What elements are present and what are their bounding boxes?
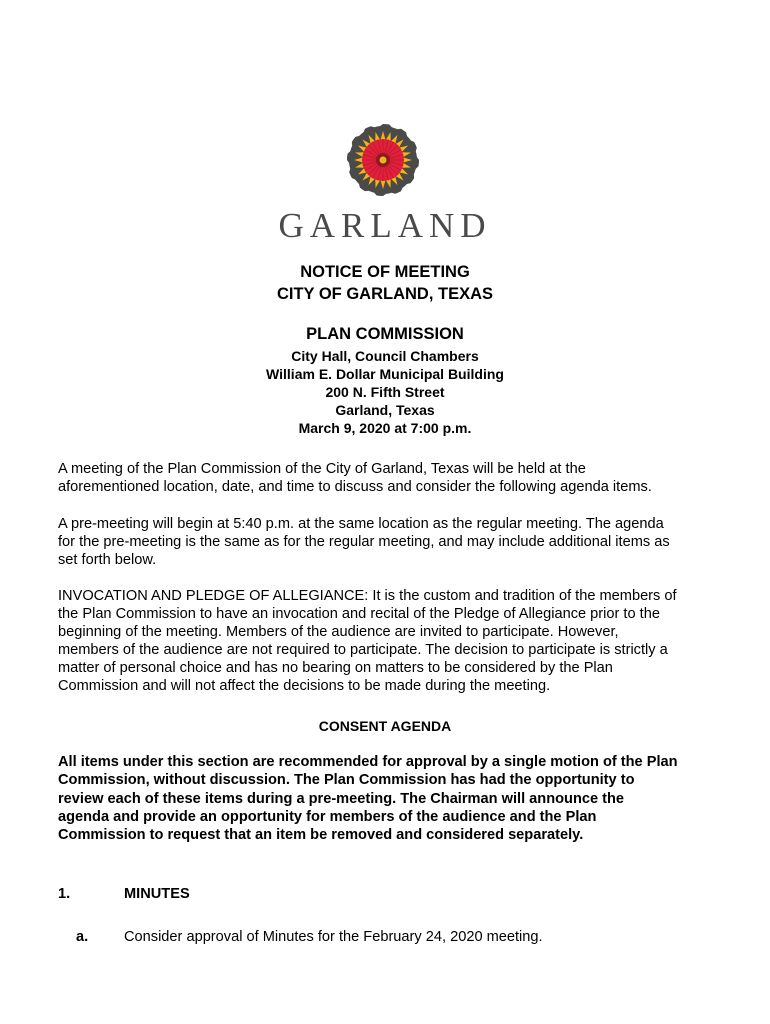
item-title: MINUTES [124, 886, 190, 902]
consent-agenda-heading: CONSENT AGENDA [318, 718, 452, 734]
paragraph-line: set forth below. [58, 552, 157, 568]
paragraph-line: aforementioned location, date, and time to discuss and consider the following agenda items. [58, 479, 652, 495]
subitem-letter: a. [76, 929, 89, 945]
location-line: 200 N. Fifth Street [325, 384, 445, 400]
paragraph-line: INVOCATION AND PLEDGE OF ALLEGIANCE: It is the custom and tradition of the members of [58, 588, 677, 604]
paragraph-line: A meeting of the Plan Commission of the City of Garland, Texas will be held at the [58, 461, 586, 477]
location-line: William E. Dollar Municipal Building [266, 366, 504, 382]
consent-line: agenda and provide an opportunity for members of the audience and the Plan [58, 809, 597, 825]
consent-line: Commission to request that an item be removed and considered separately. [58, 827, 584, 843]
consent-line: Commission, without discussion. The Plan Commission has had the opportunity to [58, 772, 635, 788]
consent-line: review each of these items during a pre-meeting. The Chairman will announce the [58, 791, 625, 807]
garland-sunflower-logo-icon [346, 122, 420, 198]
paragraph-line: members of the audience are not required to participate. The decision to participate is strictly a [58, 642, 668, 658]
location-line: City Hall, Council Chambers [291, 348, 479, 364]
meeting-date: March 9, 2020 at 7:00 p.m. [298, 420, 472, 436]
subitem-text: Consider approval of Minutes for the February 24, 2020 meeting. [124, 929, 543, 945]
paragraph-line: A pre-meeting will begin at 5:40 p.m. at the same location as the regular meeting. The agenda [58, 516, 664, 532]
notice-title: NOTICE OF MEETING [300, 263, 470, 281]
paragraph-line: matter of personal choice and has no bearing on matters to be considered by the Plan [58, 660, 613, 676]
consent-line: All items under this section are recommended for approval by a single motion of the Plan [58, 754, 678, 770]
garland-wordmark: GARLAND [278, 206, 492, 245]
paragraph-line: Commission and will not affect the decisions to be made during the meeting. [58, 678, 551, 694]
location-line: Garland, Texas [335, 402, 435, 418]
item-number: 1. [58, 886, 71, 902]
paragraph-line: the Plan Commission to have an invocation and recital of the Pledge of Allegiance prior to the [58, 606, 660, 622]
paragraph-line: beginning of the meeting. Members of the audience are invited to participate. However, [58, 624, 619, 640]
paragraph-line: for the pre-meeting is the same as for the regular meeting, and may include additional items as [58, 534, 670, 550]
commission-title: PLAN COMMISSION [306, 325, 464, 343]
city-title: CITY OF GARLAND, TEXAS [276, 285, 494, 303]
